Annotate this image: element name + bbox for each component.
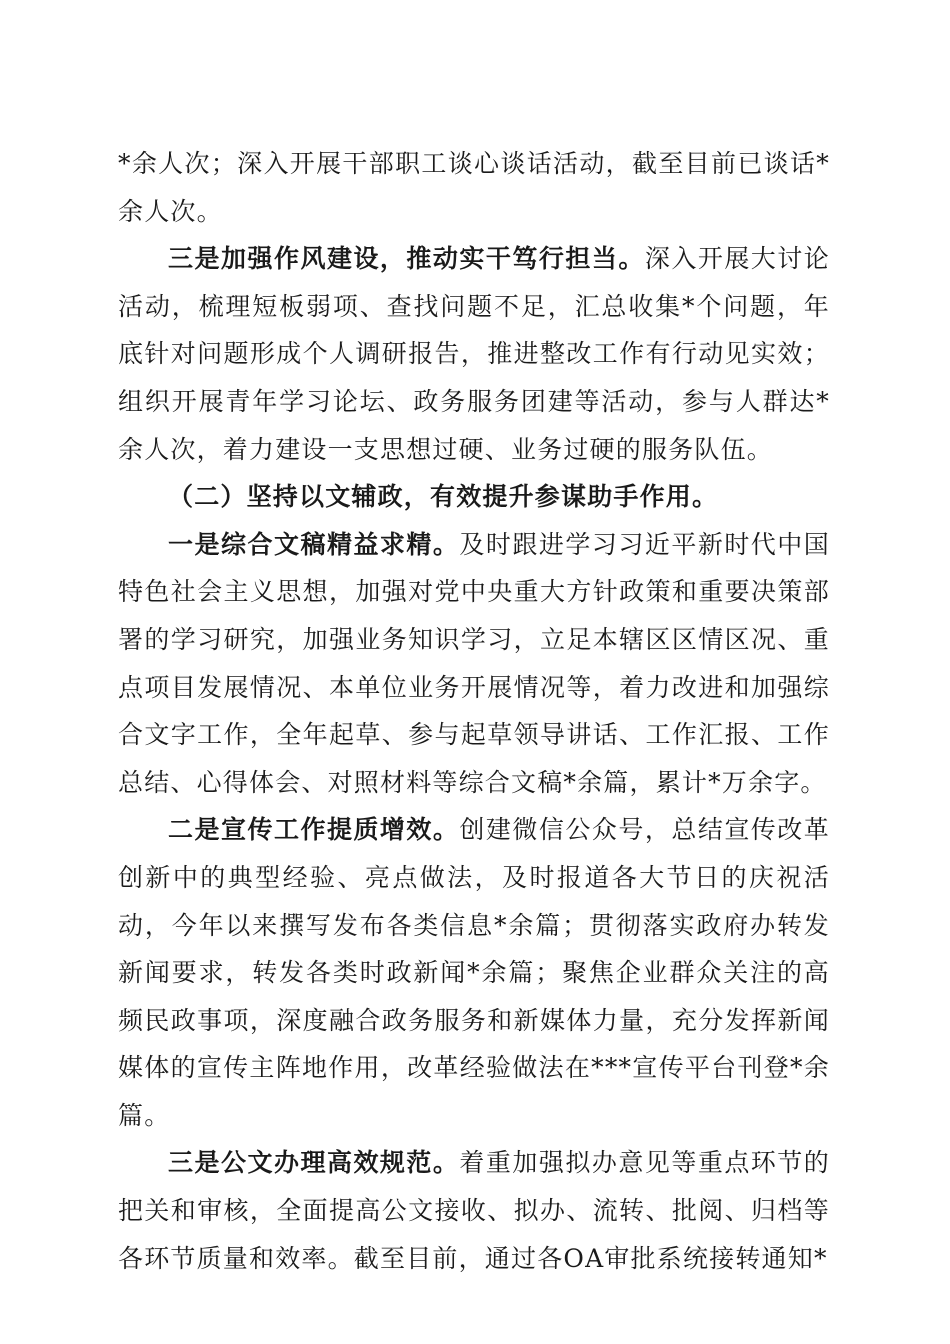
paragraph-text: *余人次；深入开展干部职工谈心谈话活动，截至目前已谈话*余人次。 xyxy=(118,149,830,226)
section-heading: （二）坚持以文辅政，有效提升参谋助手作用。 xyxy=(168,482,719,512)
document-body xyxy=(118,140,830,1282)
paragraph-official-docs xyxy=(118,1139,830,1282)
paragraph-lead: 二是宣传工作提质增效。 xyxy=(168,815,460,845)
paragraph-text: 创建微信公众号，总结宣传改革创新中的典型经验、亮点做法，及时报道各大节日的庆祝活动，今年以来撰写发布各类信息*余篇；贯彻落实政府办转发新闻要求，转发各类时政新闻*余篇；聚焦企业群众关注的高频民政事项，深度融合政务服务和新媒体力量，充分发挥新闻媒体的宣传主阵地作用，改革经验做法在***宣传平台刊登*余篇。 xyxy=(118,815,830,1130)
paragraph-publicity xyxy=(118,806,830,1139)
paragraph-lead: 三是加强作风建设，推动实干笃行担当。 xyxy=(168,244,645,274)
paragraph-documents xyxy=(118,521,830,807)
paragraph-lead: 三是公文办理高效规范。 xyxy=(168,1148,460,1178)
paragraph-lead: 一是综合文稿精益求精。 xyxy=(168,529,460,559)
paragraph-text: 深入开展大讨论活动，梳理短板弱项、查找问题不足，汇总收集*个问题，年底针对问题形成个人调研报告，推进整改工作有行动见实效；组织开展青年学习论坛、政务服务团建等活动，参与人群达*余人次，着力建设一支思想过硬、业务过硬的服务队伍。 xyxy=(118,244,830,464)
paragraph-text: 及时跟进学习习近平新时代中国特色社会主义思想，加强对党中央重大方针政策和重要决策部署的学习研究，加强业务知识学习，立足本辖区区情区况、重点项目发展情况、本单位业务开展情况等，着力改进和加强综合文字工作，全年起草、参与起草领导讲话、工作汇报、工作总结、心得体会、对照材料等综合文稿*余篇，累计*万余字。 xyxy=(118,529,830,797)
paragraph-text: 着重加强拟办意见等重点环节的把关和审核，全面提高公文接收、拟办、流转、批阅、归档等各环节质量和效率。截至目前，通过各OA审批系统接转通知* xyxy=(118,1148,830,1273)
paragraph-continuation xyxy=(118,140,830,235)
paragraph-work-style xyxy=(118,235,830,473)
